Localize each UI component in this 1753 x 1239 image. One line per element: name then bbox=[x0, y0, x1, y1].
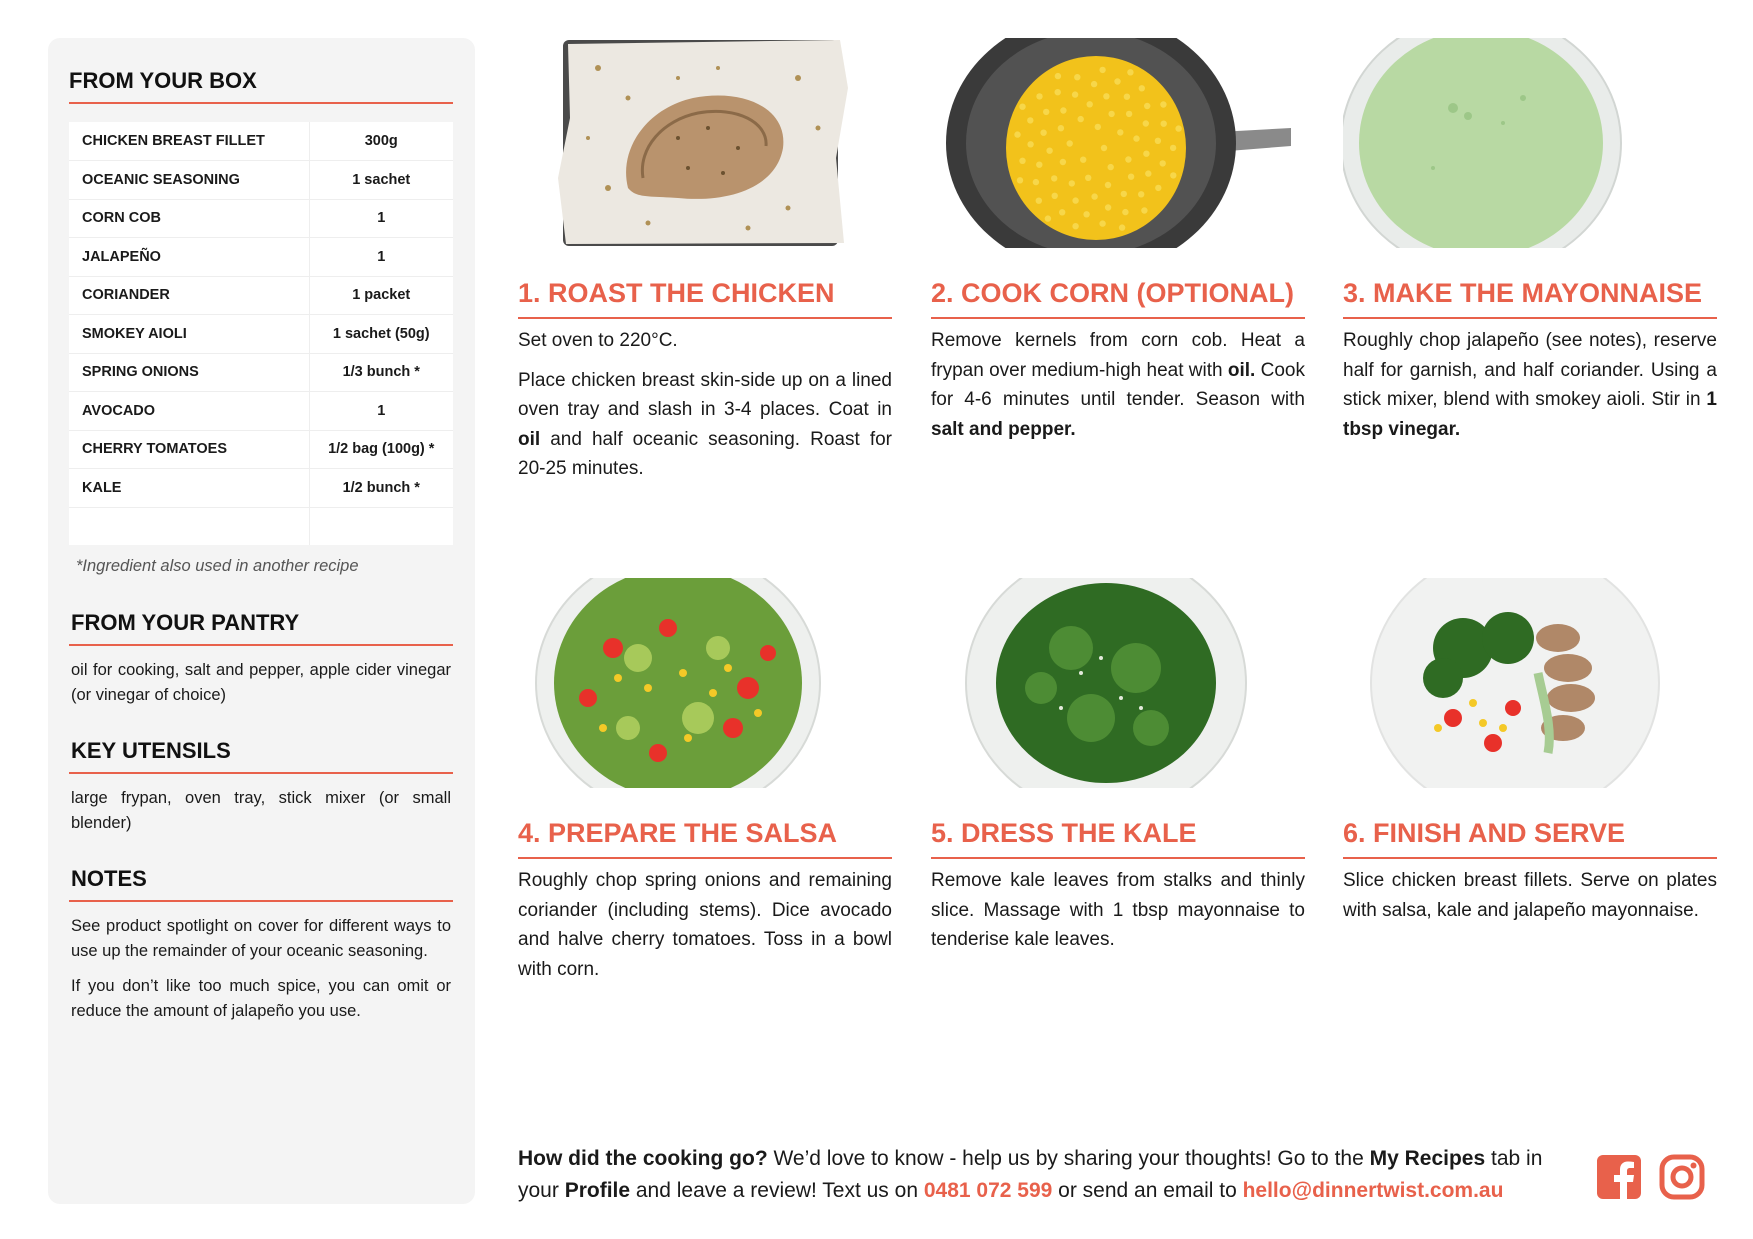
ingredient-name: CORIANDER bbox=[69, 276, 309, 315]
utensils-section bbox=[69, 738, 453, 836]
ingredient-name: SMOKEY AIOLI bbox=[69, 315, 309, 354]
ingredient-row bbox=[69, 315, 453, 354]
ingredient-name: CHICKEN BREAST FILLET bbox=[69, 122, 309, 161]
instagram-icon[interactable] bbox=[1659, 1154, 1705, 1200]
feedback-footer: How did the cooking go? We’d love to know - help us by sharing your thoughts! Go to the My Recipes tab in your Profile and leave a review! Text us on 0481 072 599 or send an email to hello@dinnertwist.com.au bbox=[518, 1147, 1543, 1202]
pantry-section bbox=[69, 610, 453, 708]
step-5-title: 5. DRESS THE KALE bbox=[931, 818, 1305, 859]
step-1-text-1: Set oven to 220°C. bbox=[518, 330, 678, 351]
ingredient-name: CHERRY TOMATOES bbox=[69, 430, 309, 469]
ingredient-row bbox=[69, 161, 453, 200]
ingredient-row bbox=[69, 430, 453, 469]
ingredient-name: SPRING ONIONS bbox=[69, 353, 309, 392]
ingredient-row bbox=[69, 353, 453, 392]
step-4-title: 4. PREPARE THE SALSA bbox=[518, 818, 892, 859]
plated-dish-photo bbox=[1343, 578, 1717, 788]
step-3-title: 3. MAKE THE MAYONNAISE bbox=[1343, 278, 1717, 319]
ingredient-row bbox=[69, 122, 453, 161]
from-your-box-heading: FROM YOUR BOX bbox=[69, 68, 453, 104]
ingredients-table bbox=[69, 122, 453, 545]
step-6-title: 6. FINISH AND SERVE bbox=[1343, 818, 1717, 859]
utensils-text: large frypan, oven tray, stick mixer (or small blender) bbox=[71, 789, 451, 832]
notes-heading: NOTES bbox=[69, 866, 453, 902]
step-3-body: Roughly chop jalapeño (see notes), reserve half for garnish, and half coriander. Using a stick mixer, blend with smokey aioli. Stir in 1 tbsp vinegar. bbox=[1343, 330, 1717, 440]
step-1-body bbox=[518, 326, 892, 484]
ingredient-row bbox=[69, 276, 453, 315]
ingredient-qty: 1/3 bunch * bbox=[309, 353, 453, 392]
ingredient-qty: 1 sachet bbox=[309, 161, 453, 200]
ingredient-row bbox=[69, 238, 453, 277]
notes-section bbox=[69, 866, 453, 1024]
ingredients-sidebar bbox=[48, 38, 475, 1204]
ingredient-qty: 1/2 bag (100g) * bbox=[309, 430, 453, 469]
ingredient-qty: 1 sachet (50g) bbox=[309, 315, 453, 354]
ingredient-name: KALE bbox=[69, 469, 309, 508]
pantry-text: oil for cooking, salt and pepper, apple cider vinegar (or vinegar of choice) bbox=[71, 661, 451, 704]
step-6-body: Slice chicken breast fillets. Serve on plates with salsa, kale and jalapeño mayonnaise. bbox=[1343, 870, 1717, 921]
step-4-body: Roughly chop spring onions and remaining coriander (including stems). Dice avocado and halve cherry tomatoes. Toss in a bowl with corn. bbox=[518, 870, 892, 980]
ingredient-qty: 1 bbox=[309, 392, 453, 431]
kale-bowl-photo bbox=[931, 578, 1305, 788]
email-link[interactable]: hello@dinnertwist.com.au bbox=[1242, 1179, 1504, 1202]
step-2-title: 2. COOK CORN (OPTIONAL) bbox=[931, 278, 1305, 319]
ingredient-footnote: *Ingredient also used in another recipe bbox=[76, 557, 359, 575]
ingredient-qty: 1 bbox=[309, 199, 453, 238]
ingredient-qty: 1 bbox=[309, 238, 453, 277]
mayonnaise-bowl-photo bbox=[1343, 38, 1717, 248]
ingredient-row bbox=[69, 469, 453, 508]
ingredient-name: AVOCADO bbox=[69, 392, 309, 431]
notes-text-1: See product spotlight on cover for different ways to use up the remainder of your oceanic seasoning. bbox=[71, 917, 451, 960]
ingredient-qty: 1 packet bbox=[309, 276, 453, 315]
ingredient-row bbox=[69, 199, 453, 238]
ingredient-name: JALAPEÑO bbox=[69, 238, 309, 277]
notes-text-2: If you don’t like too much spice, you can omit or reduce the amount of jalapeño you use. bbox=[71, 977, 451, 1020]
roast-chicken-photo bbox=[518, 38, 892, 248]
ingredient-row bbox=[69, 392, 453, 431]
ingredient-row-empty bbox=[69, 507, 453, 545]
step-1-title: 1. ROAST THE CHICKEN bbox=[518, 278, 892, 319]
facebook-icon[interactable] bbox=[1596, 1154, 1642, 1200]
ingredient-name: CORN COB bbox=[69, 199, 309, 238]
phone-link[interactable]: 0481 072 599 bbox=[923, 1179, 1053, 1202]
ingredient-qty: 1/2 bunch * bbox=[309, 469, 453, 508]
step-5-body: Remove kale leaves from stalks and thinly slice. Massage with 1 tbsp mayonnaise to tenderise kale leaves. bbox=[931, 870, 1305, 950]
salsa-bowl-photo bbox=[518, 578, 892, 788]
pantry-heading: FROM YOUR PANTRY bbox=[69, 610, 453, 646]
step-2-body: Remove kernels from corn cob. Heat a frypan over medium-high heat with oil. Cook for 4-6 minutes until tender. Season with salt and pepper. bbox=[931, 330, 1305, 440]
ingredient-name: OCEANIC SEASONING bbox=[69, 161, 309, 200]
step-1-text-2: Place chicken breast skin-side up on a lined oven tray and slash in 3-4 places. Coat in oil and half oceanic seasoning. Roast for 20-25 minutes. bbox=[518, 369, 892, 479]
utensils-heading: KEY UTENSILS bbox=[69, 738, 453, 774]
corn-pan-photo bbox=[931, 38, 1305, 248]
ingredient-qty: 300g bbox=[309, 122, 453, 161]
